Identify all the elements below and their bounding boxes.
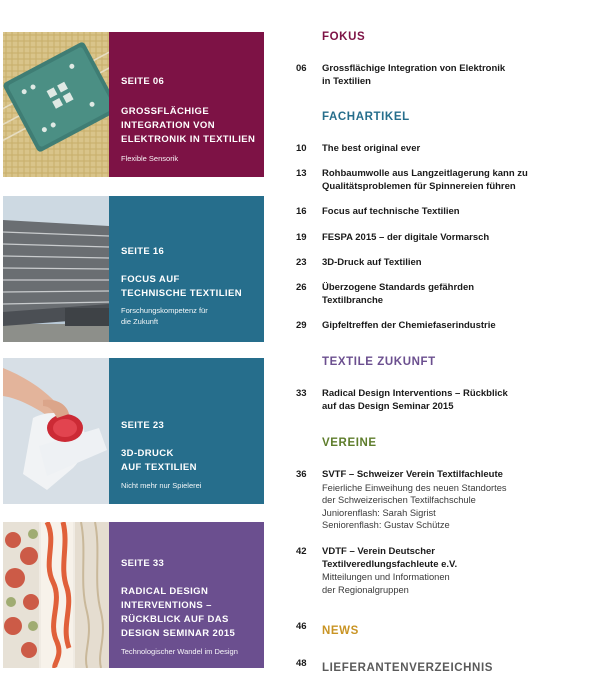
card-subtitle: Technologischer Wandel im Design — [121, 647, 238, 656]
section-heading-news: NEWS — [322, 625, 359, 637]
toc-entry-title: Focus auf technische Textilien — [322, 206, 460, 217]
toc-page-number: 23 — [296, 257, 307, 268]
card-panel — [109, 196, 264, 342]
toc-page-number: 42 — [296, 546, 307, 557]
toc-entry-title: Grossflächige Integration von Elektronik in Textilien — [322, 63, 506, 87]
toc-entry-title: Überzogene Standards gefährden Textilbranche — [322, 282, 475, 306]
card-page-label: SEITE 16 — [121, 246, 165, 257]
circuit-textile-image — [3, 32, 109, 177]
toc-entry-lieferanten[interactable] — [296, 658, 596, 676]
toc-entry[interactable] — [296, 282, 596, 307]
card-panel — [109, 522, 264, 668]
toc-page-number: 19 — [296, 232, 307, 243]
card-page-label: SEITE 23 — [121, 420, 165, 431]
toc-entry[interactable] — [296, 469, 596, 532]
toc-entry[interactable] — [296, 63, 596, 88]
toc-entry[interactable] — [296, 388, 596, 413]
feature-card-seite-06[interactable] — [3, 32, 264, 177]
toc-entry[interactable] — [296, 206, 596, 219]
toc-entry-description: Feierliche Einweihung des neuen Standortes der Schweizerischen Textilfachschule Juniorenflash: Sarah Sigrist Seniorenflash: Gustav Schütze — [322, 482, 507, 530]
toc-page-number: 16 — [296, 206, 307, 217]
card-subtitle: Nicht mehr nur Spielerei — [121, 481, 202, 490]
toc-entry[interactable] — [296, 143, 596, 156]
toc-entry-news[interactable] — [296, 621, 596, 639]
3d-print-image — [3, 358, 109, 504]
toc-entry[interactable] — [296, 546, 596, 596]
section-heading-fachartikel: FACHARTIKEL — [322, 111, 410, 123]
toc-entry-title: Radical Design Interventions – Rückblick auf das Design Seminar 2015 — [322, 388, 508, 412]
toc-page-number: 13 — [296, 168, 307, 179]
toc-entry[interactable] — [296, 257, 596, 270]
toc-page-number: 26 — [296, 282, 307, 293]
toc-entry[interactable] — [296, 168, 596, 193]
feature-card-seite-23[interactable] — [3, 358, 264, 504]
section-heading-fokus: FOKUS — [322, 31, 366, 43]
section-heading-vereine: VEREINE — [322, 437, 377, 449]
card-subtitle: Forschungskompetenz für die Zukunft — [121, 306, 208, 326]
building-image — [3, 196, 109, 342]
card-title: RADICAL DESIGN INTERVENTIONS – RÜCKBLICK AUF DAS DESIGN SEMINAR 2015 — [121, 586, 236, 639]
card-title: 3D-DRUCK AUF TEXTILIEN — [121, 448, 197, 473]
section-heading-textile-zukunft: TEXTILE ZUKUNFT — [322, 356, 436, 368]
card-title: FOCUS AUF TECHNISCHE TEXTILIEN — [121, 274, 242, 299]
card-page-label: SEITE 06 — [121, 76, 165, 87]
textile-samples-image — [3, 522, 109, 668]
toc-entry[interactable] — [296, 232, 596, 245]
card-panel — [109, 32, 264, 177]
card-panel — [109, 358, 264, 504]
toc-entry-title: VDTF – Verein Deutscher Textilveredlungsfachleute e.V. — [322, 546, 458, 570]
toc-entry-title: 3D-Druck auf Textilien — [322, 257, 422, 268]
toc-page-number: 10 — [296, 143, 307, 154]
toc-entry-title: FESPA 2015 – der digitale Vormarsch — [322, 232, 490, 243]
toc-entry-description: Mitteilungen und Informationen der Regionalgruppen — [322, 572, 450, 595]
toc-page-number: 33 — [296, 388, 307, 399]
toc-entry-title: Rohbaumwolle aus Langzeitlagerung kann zu Qualitätsproblemen für Spinnereien führen — [322, 168, 528, 192]
toc-entry-title: The best original ever — [322, 143, 421, 154]
toc-entry-title: SVTF – Schweizer Verein Textilfachleute — [322, 469, 503, 480]
toc-page-number: 46 — [296, 621, 307, 632]
toc-page-number: 48 — [296, 658, 307, 669]
toc-page-number: 29 — [296, 320, 307, 331]
toc-entry[interactable] — [296, 320, 596, 333]
feature-card-seite-16[interactable] — [3, 196, 264, 342]
card-subtitle: Flexible Sensorik — [121, 154, 179, 163]
toc-page-number: 36 — [296, 469, 307, 480]
card-title: GROSSFLÄCHIGE INTEGRATION VON ELEKTRONIK IN TEXTILIEN — [121, 106, 256, 145]
card-page-label: SEITE 33 — [121, 558, 165, 569]
toc-page-number: 06 — [296, 63, 307, 74]
feature-card-seite-33[interactable] — [3, 522, 264, 668]
section-heading-lieferantenverzeichnis: LIEFERANTENVERZEICHNIS — [322, 662, 494, 674]
toc-entry-title: Gipfeltreffen der Chemiefaserindustrie — [322, 320, 496, 331]
